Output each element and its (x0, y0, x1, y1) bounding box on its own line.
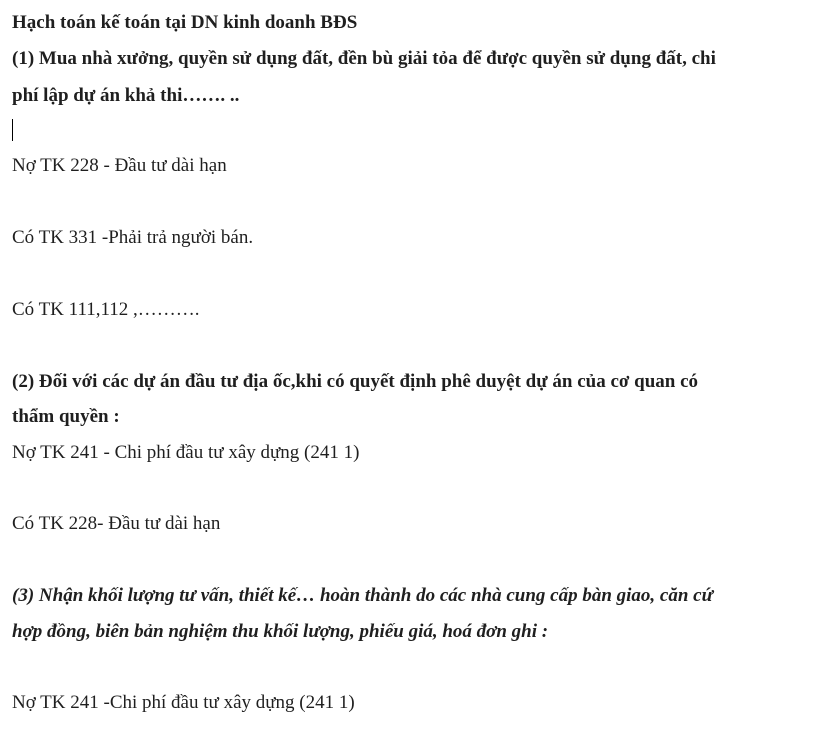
section2-credit-entry: Có TK 228- Đầu tư dài hạn (12, 513, 221, 534)
section2-heading-line2: thẩm quyền : (12, 406, 120, 427)
section3-debit-entry: Nợ TK 241 -Chi phí đầu tư xây dựng (241 1) (12, 692, 355, 713)
section1-heading-line1: (1) Mua nhà xưởng, quyền sử dụng đất, đền bù giải tỏa để được quyền sử dụng đất, chi (12, 48, 716, 69)
text-cursor (12, 119, 13, 141)
section2-debit-entry: Nợ TK 241 - Chi phí đầu tư xây dựng (241 1) (12, 442, 360, 463)
section1-credit-entry-1: Có TK 331 -Phải trả người bán. (12, 227, 254, 248)
section3-heading-line2: hợp đồng, biên bản nghiệm thu khối lượng, phiếu giá, hoá đơn ghi : (12, 621, 549, 642)
section1-debit-entry: Nợ TK 228 - Đầu tư dài hạn (12, 155, 227, 176)
document-title: Hạch toán kế toán tại DN kinh doanh BĐS (12, 12, 358, 33)
section2-heading-line1: (2) Đối với các dự án đầu tư địa ốc,khi có quyết định phê duyệt dự án của cơ quan có (12, 371, 699, 392)
document-page[interactable] (12, 0, 812, 738)
section1-heading-line2: phí lập dự án khả thi……. .. (12, 85, 240, 106)
section3-heading-line1: (3) Nhận khối lượng tư vấn, thiết kế… hoàn thành do các nhà cung cấp bàn giao, căn cứ (12, 585, 713, 606)
section1-credit-entry-2: Có TK 111,112 ,………. (12, 299, 200, 320)
